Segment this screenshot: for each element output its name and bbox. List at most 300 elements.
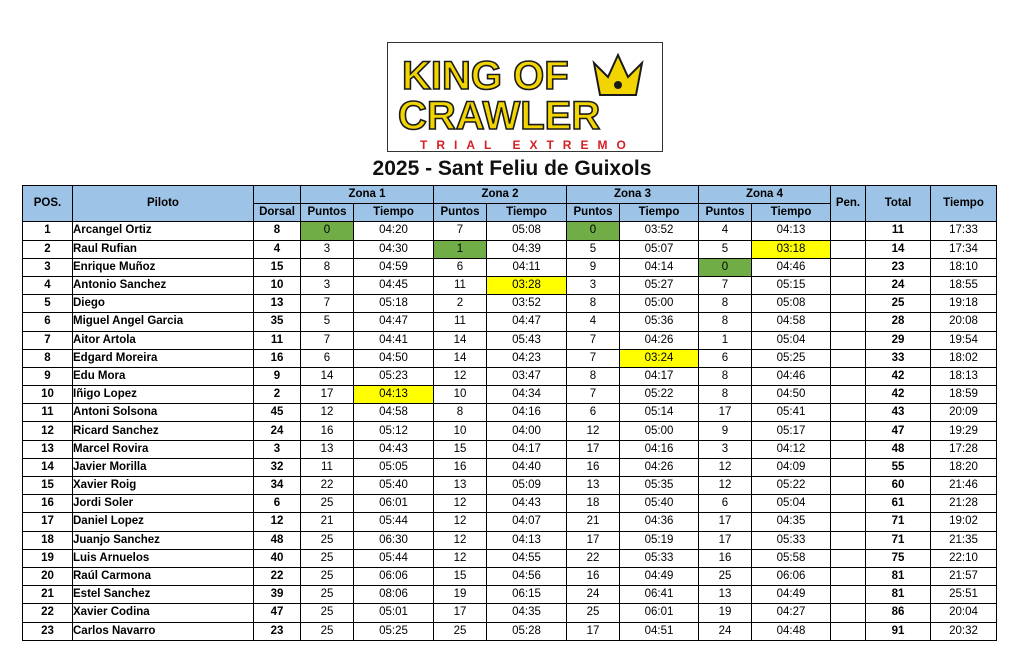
tiempo-total-cell: 19:02 [931,513,997,531]
table-row [23,240,997,258]
zona-2-puntos-cell: 10 [434,386,487,404]
zona-3-puntos-cell: 17 [567,622,620,640]
zona-1-tiempo-cell: 05:01 [354,604,434,622]
zona-2-tiempo-cell: 05:28 [487,622,567,640]
piloto-cell: Javier Morilla [73,458,254,476]
zona-1-tiempo-cell: 06:06 [354,567,434,585]
zona-1-puntos-cell: 6 [301,349,354,367]
zona-2-tiempo-cell: 06:15 [487,586,567,604]
tiempo-total-cell: 20:08 [931,313,997,331]
total-cell: 86 [866,604,931,622]
zona-4-tiempo-cell: 04:12 [752,440,831,458]
zona-1-puntos-header: Puntos [301,204,354,222]
logo-line2: CRAWLER [398,94,601,138]
zona-2-tiempo-cell: 04:40 [487,458,567,476]
zona-3-tiempo-cell: 05:36 [620,313,699,331]
total-cell: 81 [866,567,931,585]
header-row-1 [23,186,997,204]
pos-cell: 18 [23,531,73,549]
tiempo-total-cell: 20:32 [931,622,997,640]
pen-cell [831,222,866,240]
zona-4-puntos-cell: 8 [699,386,752,404]
zona-3-tiempo-cell: 04:16 [620,440,699,458]
zona-3-tiempo-cell: 06:01 [620,604,699,622]
col-tiempo-total-header: Tiempo [931,186,997,222]
tiempo-total-cell: 19:18 [931,295,997,313]
zona-2-puntos-cell: 6 [434,258,487,276]
zona-1-puntos-cell: 25 [301,531,354,549]
zona-3-puntos-cell: 8 [567,367,620,385]
zona-3-puntos-cell: 3 [567,276,620,294]
results-table [22,185,997,641]
zona-2-tiempo-cell: 04:13 [487,531,567,549]
zona-1-puntos-cell: 13 [301,440,354,458]
pen-cell [831,386,866,404]
zona-4-puntos-cell: 25 [699,567,752,585]
pos-cell: 9 [23,367,73,385]
zona-1-tiempo-cell: 05:05 [354,458,434,476]
tiempo-total-cell: 18:10 [931,258,997,276]
table-row [23,458,997,476]
zona-1-tiempo-cell: 04:20 [354,222,434,240]
zona-4-tiempo-cell: 04:50 [752,386,831,404]
zona-4-puntos-cell: 16 [699,549,752,567]
zona-2-tiempo-cell: 05:08 [487,222,567,240]
zona-4-tiempo-cell: 05:04 [752,331,831,349]
pen-cell [831,295,866,313]
pos-cell: 21 [23,586,73,604]
zona-3-puntos-cell: 25 [567,604,620,622]
table-row [23,349,997,367]
pen-cell [831,604,866,622]
zona-2-puntos-cell: 12 [434,495,487,513]
zona-2-tiempo-cell: 04:16 [487,404,567,422]
zona-2-tiempo-cell: 03:47 [487,367,567,385]
piloto-cell: Xavier Codina [73,604,254,622]
zona-3-puntos-cell: 12 [567,422,620,440]
pos-cell: 2 [23,240,73,258]
zona-2-tiempo-cell: 04:00 [487,422,567,440]
zona-2-puntos-cell: 2 [434,295,487,313]
zona-4-puntos-cell: 17 [699,513,752,531]
zona-3-tiempo-cell: 05:35 [620,477,699,495]
tiempo-total-cell: 18:13 [931,367,997,385]
zona-1-puntos-cell: 0 [301,222,354,240]
zona-1-header: Zona 1 [301,186,434,204]
table-row [23,404,997,422]
zona-1-tiempo-cell: 04:13 [354,386,434,404]
zona-3-puntos-cell: 7 [567,349,620,367]
pen-cell [831,513,866,531]
zona-2-tiempo-cell: 03:52 [487,295,567,313]
zona-3-puntos-cell: 17 [567,440,620,458]
zona-1-puntos-cell: 22 [301,477,354,495]
zona-1-tiempo-cell: 04:43 [354,440,434,458]
pen-cell [831,404,866,422]
pos-cell: 6 [23,313,73,331]
zona-3-puntos-cell: 16 [567,567,620,585]
dorsal-cell: 22 [254,567,301,585]
dorsal-cell: 47 [254,604,301,622]
dorsal-cell: 12 [254,513,301,531]
event-logo [387,42,663,152]
zona-4-tiempo-cell: 05:25 [752,349,831,367]
zona-3-tiempo-cell: 06:41 [620,586,699,604]
piloto-cell: Raul Rufian [73,240,254,258]
tiempo-total-cell: 21:35 [931,531,997,549]
zona-4-puntos-cell: 12 [699,477,752,495]
piloto-cell: Enrique Muñoz [73,258,254,276]
total-cell: 48 [866,440,931,458]
zona-1-tiempo-cell: 04:59 [354,258,434,276]
pen-cell [831,240,866,258]
total-cell: 11 [866,222,931,240]
zona-2-puntos-cell: 1 [434,240,487,258]
table-row [23,422,997,440]
table-row [23,276,997,294]
zona-2-puntos-header: Puntos [434,204,487,222]
zona-3-puntos-cell: 21 [567,513,620,531]
pen-cell [831,531,866,549]
zona-2-tiempo-cell: 05:43 [487,331,567,349]
tiempo-total-cell: 19:54 [931,331,997,349]
dorsal-cell: 13 [254,295,301,313]
zona-1-tiempo-cell: 05:18 [354,295,434,313]
zona-2-puntos-cell: 12 [434,531,487,549]
dorsal-header-blank [254,186,301,204]
total-cell: 71 [866,531,931,549]
pen-cell [831,458,866,476]
pen-cell [831,586,866,604]
dorsal-cell: 24 [254,422,301,440]
col-pen-header: Pen. [831,186,866,222]
zona-4-tiempo-cell: 04:49 [752,586,831,604]
tiempo-total-cell: 20:04 [931,604,997,622]
pos-cell: 15 [23,477,73,495]
total-cell: 23 [866,258,931,276]
pos-cell: 8 [23,349,73,367]
zona-2-puntos-cell: 15 [434,440,487,458]
zona-1-puntos-cell: 3 [301,276,354,294]
tiempo-total-cell: 18:20 [931,458,997,476]
logo-line1: KING OF [402,54,569,98]
piloto-cell: Edgard Moreira [73,349,254,367]
zona-3-tiempo-cell: 05:00 [620,295,699,313]
table-row [23,367,997,385]
zona-3-tiempo-cell: 04:14 [620,258,699,276]
zona-1-tiempo-cell: 06:30 [354,531,434,549]
dorsal-cell: 3 [254,440,301,458]
total-cell: 29 [866,331,931,349]
zona-4-tiempo-cell: 04:58 [752,313,831,331]
pen-cell [831,367,866,385]
col-piloto-header: Piloto [73,186,254,222]
piloto-cell: Diego [73,295,254,313]
zona-1-tiempo-cell: 05:25 [354,622,434,640]
zona-3-puntos-cell: 9 [567,258,620,276]
piloto-cell: Luis Arnuelos [73,549,254,567]
zona-3-tiempo-cell: 04:26 [620,331,699,349]
zona-2-tiempo-cell: 04:47 [487,313,567,331]
zona-1-puntos-cell: 12 [301,404,354,422]
dorsal-cell: 39 [254,586,301,604]
zona-2-puntos-cell: 8 [434,404,487,422]
zona-2-puntos-cell: 12 [434,549,487,567]
piloto-cell: Marcel Rovira [73,440,254,458]
piloto-cell: Jordi Soler [73,495,254,513]
zona-2-header: Zona 2 [434,186,567,204]
zona-4-puntos-cell: 8 [699,367,752,385]
dorsal-cell: 6 [254,495,301,513]
zona-3-puntos-cell: 24 [567,586,620,604]
zona-1-puntos-cell: 14 [301,367,354,385]
pen-cell [831,313,866,331]
zona-4-puntos-cell: 1 [699,331,752,349]
table-row [23,586,997,604]
zona-4-tiempo-cell: 05:15 [752,276,831,294]
table-row [23,440,997,458]
table-row [23,313,997,331]
pen-cell [831,477,866,495]
zona-4-puntos-cell: 13 [699,586,752,604]
zona-1-puntos-cell: 25 [301,586,354,604]
zona-1-puntos-cell: 25 [301,604,354,622]
zona-3-puntos-cell: 7 [567,386,620,404]
dorsal-cell: 11 [254,331,301,349]
piloto-cell: Antoni Solsona [73,404,254,422]
piloto-cell: Daniel Lopez [73,513,254,531]
zona-3-tiempo-cell: 04:36 [620,513,699,531]
piloto-cell: Aitor Artola [73,331,254,349]
pos-cell: 7 [23,331,73,349]
zona-2-tiempo-header: Tiempo [487,204,567,222]
piloto-cell: Arcangel Ortiz [73,222,254,240]
pos-cell: 13 [23,440,73,458]
piloto-cell: Juanjo Sanchez [73,531,254,549]
pos-cell: 1 [23,222,73,240]
total-cell: 81 [866,586,931,604]
zona-4-tiempo-cell: 04:46 [752,258,831,276]
zona-1-tiempo-cell: 04:50 [354,349,434,367]
table-row [23,549,997,567]
dorsal-cell: 35 [254,313,301,331]
table-row [23,477,997,495]
dorsal-cell: 2 [254,386,301,404]
zona-3-puntos-cell: 7 [567,331,620,349]
table-row [23,222,997,240]
zona-3-puntos-cell: 22 [567,549,620,567]
zona-2-puntos-cell: 13 [434,477,487,495]
zona-2-puntos-cell: 16 [434,458,487,476]
dorsal-cell: 8 [254,222,301,240]
table-row [23,567,997,585]
zona-1-puntos-cell: 16 [301,422,354,440]
zona-4-tiempo-cell: 05:22 [752,477,831,495]
total-cell: 28 [866,313,931,331]
total-cell: 42 [866,367,931,385]
tiempo-total-cell: 18:55 [931,276,997,294]
dorsal-cell: 34 [254,477,301,495]
total-cell: 75 [866,549,931,567]
tiempo-total-cell: 17:34 [931,240,997,258]
zona-2-puntos-cell: 12 [434,513,487,531]
zona-1-tiempo-cell: 05:12 [354,422,434,440]
tiempo-total-cell: 22:10 [931,549,997,567]
zona-1-tiempo-header: Tiempo [354,204,434,222]
zona-1-tiempo-cell: 04:41 [354,331,434,349]
zona-3-tiempo-cell: 05:00 [620,422,699,440]
zona-1-puntos-cell: 11 [301,458,354,476]
total-cell: 55 [866,458,931,476]
col-dorsal-header: Dorsal [254,204,301,222]
zona-1-puntos-cell: 3 [301,240,354,258]
zona-3-puntos-cell: 18 [567,495,620,513]
pos-cell: 16 [23,495,73,513]
pen-cell [831,622,866,640]
total-cell: 91 [866,622,931,640]
pen-cell [831,549,866,567]
zona-2-puntos-cell: 17 [434,604,487,622]
table-row [23,258,997,276]
tiempo-total-cell: 18:02 [931,349,997,367]
total-cell: 24 [866,276,931,294]
col-pos-header: POS. [23,186,73,222]
zona-1-puntos-cell: 25 [301,622,354,640]
zona-2-tiempo-cell: 04:39 [487,240,567,258]
zona-1-puntos-cell: 25 [301,567,354,585]
zona-1-tiempo-cell: 04:45 [354,276,434,294]
zona-3-puntos-cell: 5 [567,240,620,258]
king-of-crawler-logo [388,43,663,152]
zona-4-puntos-cell: 17 [699,404,752,422]
zona-4-tiempo-cell: 04:46 [752,367,831,385]
table-row [23,604,997,622]
zona-2-tiempo-cell: 03:28 [487,276,567,294]
logo-tagline: TRIAL EXTREMO [420,138,635,152]
pen-cell [831,258,866,276]
tiempo-total-cell: 17:33 [931,222,997,240]
zona-1-tiempo-cell: 05:23 [354,367,434,385]
tiempo-total-cell: 19:29 [931,422,997,440]
tiempo-total-cell: 21:57 [931,567,997,585]
zona-1-puntos-cell: 25 [301,549,354,567]
total-cell: 25 [866,295,931,313]
zona-3-puntos-cell: 13 [567,477,620,495]
pen-cell [831,567,866,585]
table-row [23,295,997,313]
zona-4-tiempo-cell: 05:04 [752,495,831,513]
piloto-cell: Edu Mora [73,367,254,385]
zona-3-puntos-cell: 17 [567,531,620,549]
dorsal-cell: 23 [254,622,301,640]
zona-3-tiempo-cell: 05:33 [620,549,699,567]
zona-2-puntos-cell: 10 [434,422,487,440]
zona-2-tiempo-cell: 04:56 [487,567,567,585]
dorsal-cell: 9 [254,367,301,385]
zona-3-tiempo-header: Tiempo [620,204,699,222]
dorsal-cell: 10 [254,276,301,294]
zona-1-puntos-cell: 21 [301,513,354,531]
pos-cell: 10 [23,386,73,404]
pos-cell: 12 [23,422,73,440]
zona-4-tiempo-cell: 03:18 [752,240,831,258]
pos-cell: 20 [23,567,73,585]
piloto-cell: Carlos Navarro [73,622,254,640]
total-cell: 14 [866,240,931,258]
zona-2-puntos-cell: 7 [434,222,487,240]
zona-4-tiempo-cell: 05:33 [752,531,831,549]
zona-3-tiempo-cell: 05:14 [620,404,699,422]
piloto-cell: Estel Sanchez [73,586,254,604]
total-cell: 42 [866,386,931,404]
crown-icon [594,55,642,95]
zona-2-tiempo-cell: 04:55 [487,549,567,567]
total-cell: 43 [866,404,931,422]
zona-3-puntos-header: Puntos [567,204,620,222]
zona-3-tiempo-cell: 04:26 [620,458,699,476]
total-cell: 47 [866,422,931,440]
table-row [23,331,997,349]
zona-3-tiempo-cell: 05:40 [620,495,699,513]
zona-3-tiempo-cell: 03:52 [620,222,699,240]
table-row [23,531,997,549]
total-cell: 71 [866,513,931,531]
pen-cell [831,276,866,294]
zona-4-puntos-cell: 8 [699,313,752,331]
zona-4-puntos-cell: 6 [699,495,752,513]
zona-1-puntos-cell: 5 [301,313,354,331]
zona-3-puntos-cell: 16 [567,458,620,476]
zona-1-puntos-cell: 7 [301,331,354,349]
zona-4-puntos-cell: 8 [699,295,752,313]
dorsal-cell: 15 [254,258,301,276]
piloto-cell: Iñigo Lopez [73,386,254,404]
zona-3-tiempo-cell: 04:49 [620,567,699,585]
pos-cell: 14 [23,458,73,476]
zona-4-tiempo-cell: 04:13 [752,222,831,240]
zona-2-tiempo-cell: 04:34 [487,386,567,404]
zona-4-puntos-cell: 3 [699,440,752,458]
col-total-header: Total [866,186,931,222]
zona-1-tiempo-cell: 05:44 [354,549,434,567]
piloto-cell: Miguel Angel Garcia [73,313,254,331]
zona-3-tiempo-cell: 05:07 [620,240,699,258]
piloto-cell: Xavier Roig [73,477,254,495]
tiempo-total-cell: 17:28 [931,440,997,458]
zona-4-tiempo-cell: 05:17 [752,422,831,440]
zona-3-tiempo-cell: 04:51 [620,622,699,640]
zona-4-tiempo-cell: 04:35 [752,513,831,531]
pen-cell [831,331,866,349]
zona-4-header: Zona 4 [699,186,831,204]
tiempo-total-cell: 21:28 [931,495,997,513]
zona-3-puntos-cell: 8 [567,295,620,313]
total-cell: 33 [866,349,931,367]
pos-cell: 17 [23,513,73,531]
zona-1-puntos-cell: 17 [301,386,354,404]
pos-cell: 4 [23,276,73,294]
zona-4-tiempo-header: Tiempo [752,204,831,222]
zona-2-tiempo-cell: 04:17 [487,440,567,458]
zona-1-puntos-cell: 7 [301,295,354,313]
zona-2-puntos-cell: 14 [434,349,487,367]
zona-2-tiempo-cell: 04:07 [487,513,567,531]
pen-cell [831,422,866,440]
piloto-cell: Antonio Sanchez [73,276,254,294]
zona-2-puntos-cell: 15 [434,567,487,585]
tiempo-total-cell: 21:46 [931,477,997,495]
zona-4-puntos-cell: 6 [699,349,752,367]
